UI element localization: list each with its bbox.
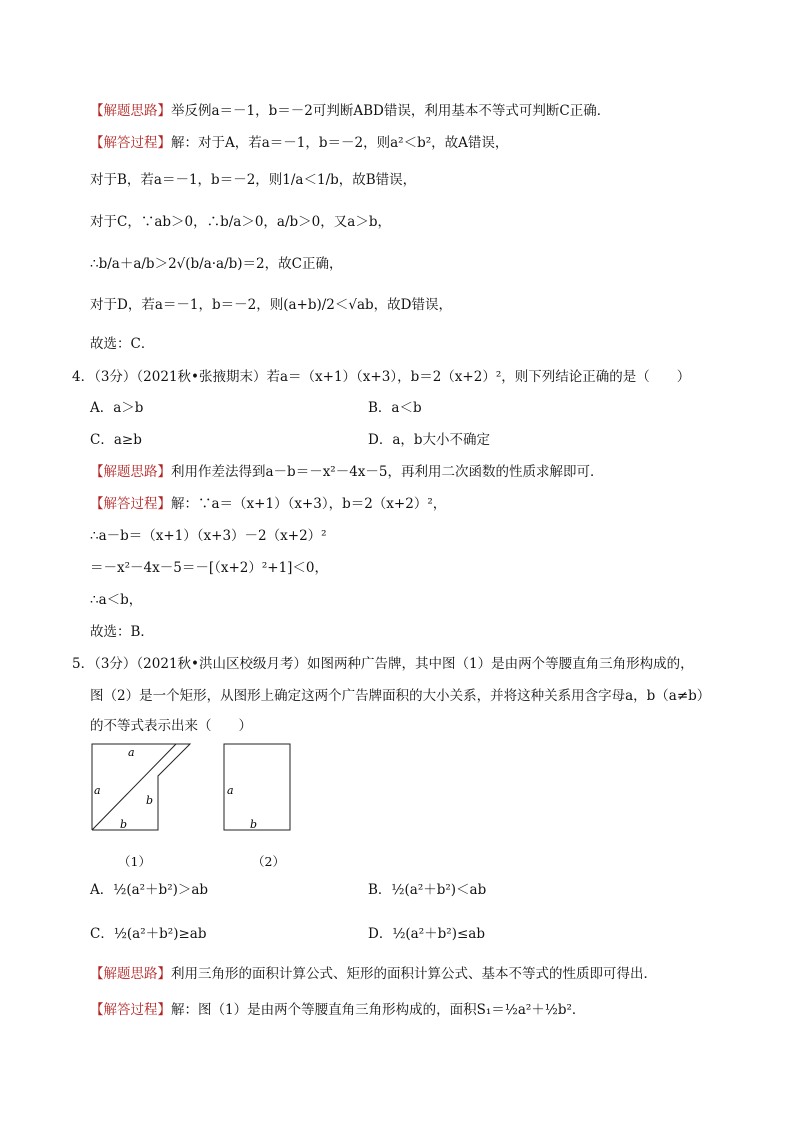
q4-stem: 4．（3分）（2021秋•张掖期末）若a＝（x+1）（x+3），b＝2（x+2）²，则下列结论正确的是（ ） [72,369,691,385]
fig1-label-b-right: b [146,794,154,807]
figure-2-rectangle [218,740,298,836]
q3-thinking-tag: 【解题思路】 [90,103,171,119]
q5-stem-line1: 5．（3分）（2021秋•洪山区校级月考）如图两种广告牌，其中图（1）是由两个等腰直角三角形构成的， [72,656,694,672]
q5-process-tag: 【解答过程】 [90,1002,171,1018]
q4-option-d: D．a，b大小不确定 [368,432,491,448]
q4-process-line [90,494,446,514]
fig1-label-a-left: a [94,784,101,797]
q5-option-d: D．½(a²＋b²)≤ab [368,926,485,942]
q5-option-c: C．½(a²＋b²)≥ab [90,926,207,942]
q5-thinking-text: 利用三角形的面积计算公式、矩形的面积计算公式、基本不等式的性质即可得出． [171,966,657,982]
q4-option-a: A．a＞b [90,400,144,416]
q3-thinking-text: 举反例a＝－1，b＝－2可判断ABD错误，利用基本不等式可判断C正确． [171,103,611,119]
q5-thinking-line [90,964,657,984]
q4-thinking-tag: 【解题思路】 [90,464,171,480]
q3-process-text: 解：对于A，若a＝－1，b＝－2，则a²＜b²，故A错误， [171,135,509,151]
figure-1-triangles [86,740,196,836]
q4-process-text: 解：∵a＝（x+1）（x+3），b＝2（x+2）²， [171,496,447,512]
q3-line-d: 对于D，若a＝－1，b＝－2，则(a+b)/2＜√ab，故D错误， [90,297,452,313]
fig1-label-a-top: a [128,746,135,759]
q4-thinking-line [90,462,604,482]
q4-step1: ∴a－b＝（x+1）（x+3）－2（x+2）² [90,528,327,544]
fig2-caption: （2） [252,854,285,869]
q4-thinking-text: 利用作差法得到a－b＝－x²－4x－5，再利用二次函数的性质求解即可． [171,464,604,480]
q3-line-c2: ∴b/a＋a/b＞2√(b/a·a/b)＝2，故C正确， [90,256,343,272]
q3-process-line [90,133,508,153]
q4-process-tag: 【解答过程】 [90,496,171,512]
q4-answer: 故选：B． [90,624,154,640]
q4-option-c: C．a≥b [90,432,142,448]
fig2-label-a: a [227,784,234,797]
q5-option-a: A．½(a²＋b²)＞ab [90,882,209,898]
q4-step3: ∴a＜b， [90,592,143,608]
q3-answer: 故选：C． [90,336,155,352]
fig1-caption: （1） [118,854,151,869]
q5-process-line [90,1000,585,1020]
q5-stem-line3: 的不等式表示出来（ ） [90,718,252,734]
q3-line-c1: 对于C，∵ab＞0，∴b/a＞0，a/b＞0，又a＞b， [90,214,391,230]
fig2-label-b: b [250,818,258,831]
q3-thinking-line [90,101,610,121]
q4-step2: ＝－x²－4x－5＝－[（x+2）²+1]＜0， [90,560,329,576]
fig1-outline [92,744,190,830]
q5-process-text: 解：图（1）是由两个等腰直角三角形构成的，面积S₁＝½a²＋½b²． [171,1002,586,1018]
q5-option-b: B．½(a²＋b²)＜ab [368,882,487,898]
q3-line-b: 对于B，若a＝－1，b＝－2，则1/a＜1/b，故B错误， [90,172,417,188]
q5-thinking-tag: 【解题思路】 [90,966,171,982]
q5-stem-line2: 图（2）是一个矩形，从图形上确定这两个广告牌面积的大小关系，并将这种关系用含字母a，b（a≠b） [90,688,711,704]
fig1-label-b-bottom: b [120,818,128,831]
q3-process-tag: 【解答过程】 [90,135,171,151]
q4-option-b: B．a＜b [368,400,422,416]
